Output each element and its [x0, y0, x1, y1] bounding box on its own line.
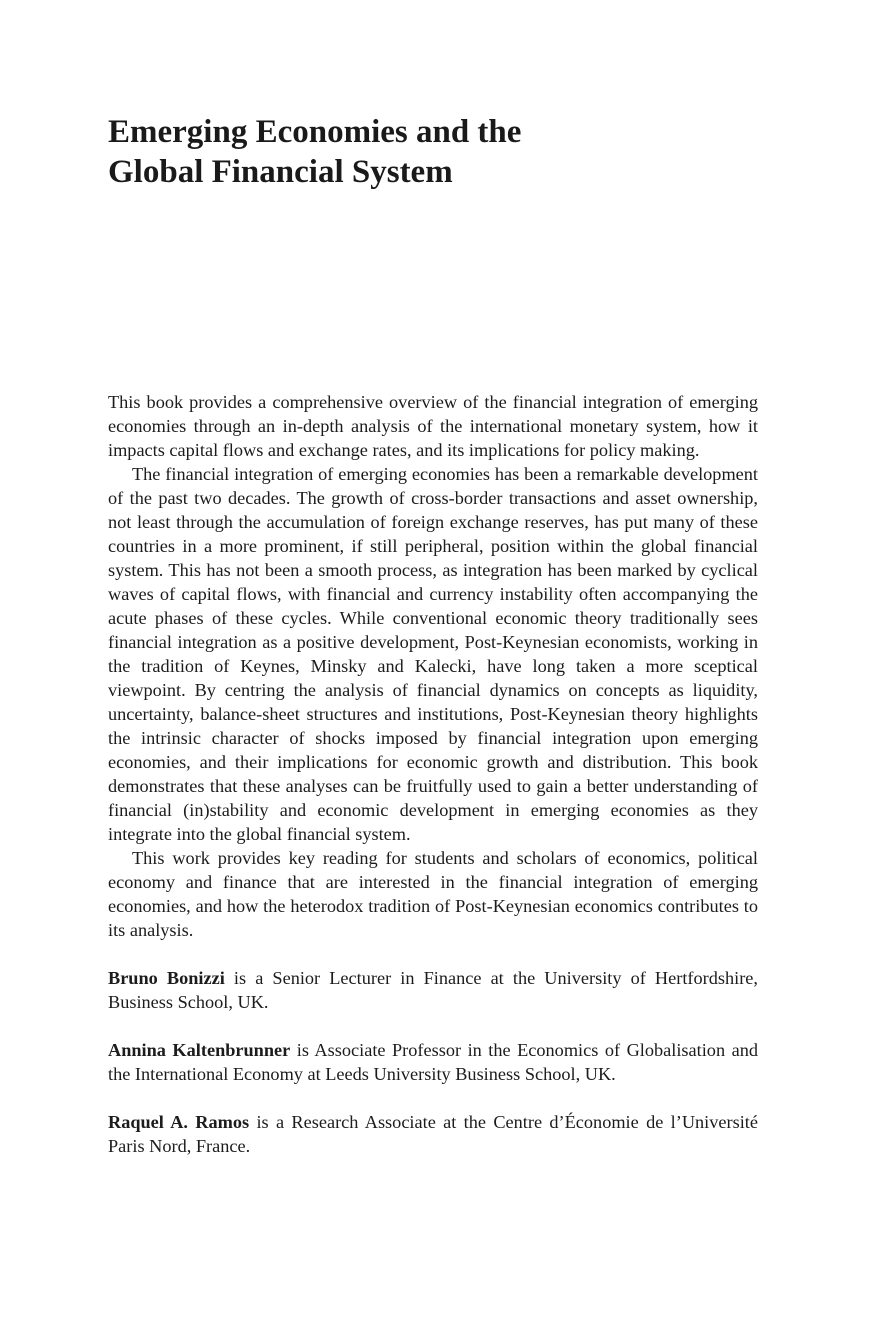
book-title — [108, 112, 768, 192]
description-paragraph-3: This work provides key reading for students and scholars of economics, political economy and finance that are interested in the financial integration of emerging economies, and how the heterodox tradition of Post-Keynesian economics contributes to its analysis. — [108, 848, 758, 940]
book-title-line-2: Global Financial System — [108, 154, 453, 190]
description-body — [108, 390, 758, 1158]
author-name-3: Raquel A. Ramos — [108, 1112, 250, 1132]
author-bio-2 — [108, 1038, 758, 1086]
author-name-1: Bruno Bonizzi — [108, 968, 225, 988]
author-bio-1 — [108, 966, 758, 1014]
author-bio-text-2: is Associate Professor in the Economics of Globalisation and the International Economy at Leeds University Business School, UK. — [108, 1040, 758, 1084]
author-bio-text-1: is a Senior Lecturer in Finance at the University of Hertfordshire, Business School, UK. — [108, 968, 758, 1012]
description-paragraph-2: The financial integration of emerging economies has been a remarkable development of the past two decades. The growth of cross-border transactions and asset ownership, not least through the accumulation of foreign exchange reserves, has put many of these countries in a more prominent, if still peripheral, position within the global financial system. This has not been a smooth process, as integration has been marked by cyclical waves of capital flows, with financial and currency instability often accompanying the acute phases of these cycles. While conventional economic theory traditionally sees financial integration as a positive development, Post-Keynesian economists, working in the tradition of Keynes, Minsky and Kalecki, have long taken a more sceptical viewpoint. By centring the analysis of financial dynamics on concepts as liquidity, uncertainty, balance-sheet structures and institutions, Post-Keynesian theory highlights the intrinsic character of shocks imposed by financial integration upon emerging economies, and their implications for economic growth and distribution. This book demonstrates that these analyses can be fruitfully used to gain a better understanding of financial (in)stability and economic development in emerging economies as they integrate into the global financial system. — [108, 464, 758, 844]
author-bio-text-3: is a Research Associate at the Centre d’Économie de l’Université Paris Nord, France. — [108, 1112, 758, 1156]
author-name-2: Annina Kaltenbrunner — [108, 1040, 291, 1060]
author-bio-3 — [108, 1110, 758, 1158]
book-title-line-1: Emerging Economies and the — [108, 114, 522, 150]
description-paragraph-1: This book provides a comprehensive overview of the financial integration of emerging economies through an in-depth analysis of the international monetary system, how it impacts capital flows and exchange rates, and its implications for policy making. — [108, 392, 758, 460]
